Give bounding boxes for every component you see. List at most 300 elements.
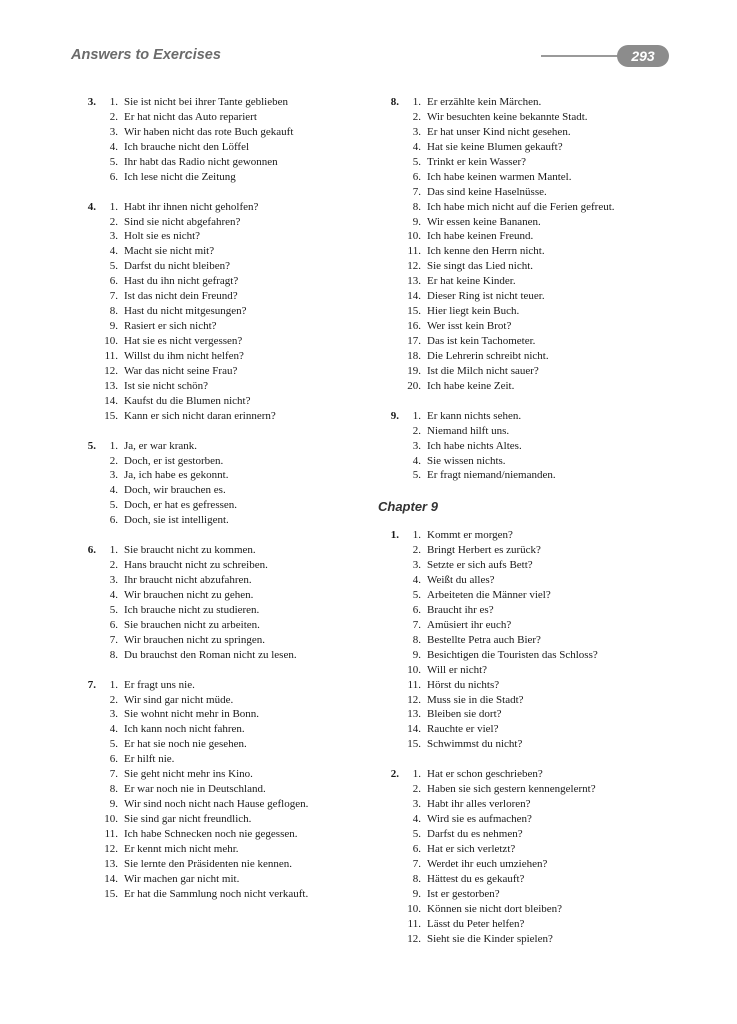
item-number: 4.	[109, 588, 118, 601]
item-text: Kann er sich nicht daran erinnern?	[124, 409, 276, 422]
exercise-block	[80, 678, 370, 902]
exercise-number: 4.	[87, 200, 96, 213]
answer-item	[80, 140, 370, 155]
item-text: Ich habe nichts Altes.	[427, 439, 522, 452]
exercise-number	[383, 140, 399, 155]
exercise-number	[383, 842, 399, 857]
item-text: Braucht ihr es?	[427, 603, 494, 616]
item-text: Ihr braucht nicht abzufahren.	[124, 574, 252, 586]
exercise-number	[383, 424, 399, 439]
item-text: Holt sie es nicht?	[124, 230, 201, 243]
exercise-number	[80, 513, 96, 528]
item-number: 7.	[412, 857, 421, 870]
item-text: Ihr habt das Radio nicht gewonnen	[124, 155, 278, 168]
answer-item	[80, 678, 370, 693]
item-number: 10.	[407, 663, 421, 676]
item-number: 2.	[109, 693, 118, 706]
running-header-title: Answers to Exercises	[71, 47, 221, 63]
item-number: 7.	[109, 768, 118, 781]
answer-item	[80, 857, 370, 872]
answer-item	[383, 707, 683, 722]
item-text: Ich habe Schnecken noch nie gegessen.	[124, 827, 298, 840]
item-text: Hörst du nichts?	[427, 678, 500, 691]
item-number: 10.	[104, 335, 118, 347]
exercise-number	[383, 812, 399, 827]
answer-item	[383, 274, 683, 289]
item-text: Weißt du alles?	[427, 574, 495, 587]
exercise-number	[80, 648, 96, 663]
item-number: 2.	[412, 544, 421, 557]
exercise-number	[383, 737, 399, 752]
right-column	[378, 95, 683, 961]
item-text: Amüsiert ihr euch?	[427, 618, 512, 631]
item-text: Ist das nicht dein Freund?	[124, 290, 238, 303]
exercise-number	[383, 902, 399, 917]
item-text: Wer isst kein Brot?	[427, 320, 512, 333]
item-text: Sie wissen nichts.	[427, 454, 506, 467]
item-number: 10.	[407, 230, 421, 243]
item-text: Hat er sich verletzt?	[427, 842, 516, 855]
exercise-number	[80, 334, 96, 349]
item-text: Sie wohnt nicht mehr in Bonn.	[124, 708, 260, 721]
item-number: 6.	[109, 170, 118, 183]
exercise-number	[383, 648, 399, 663]
item-number: 6.	[109, 514, 118, 527]
item-text: Wir haben nicht das rote Buch gekauft	[124, 125, 294, 138]
item-text: Ist er gestorben?	[427, 887, 500, 900]
item-text: Sie braucht nicht zu kommen.	[124, 544, 256, 557]
item-text: Wir brauchen nicht zu gehen.	[124, 588, 254, 601]
item-text: Hast du ihn nicht gefragt?	[124, 275, 239, 288]
item-number: 14.	[407, 723, 421, 736]
item-text: Will er nicht?	[427, 663, 488, 676]
item-number: 9.	[109, 798, 118, 811]
item-number: 1.	[412, 529, 421, 542]
answer-item	[80, 454, 370, 469]
item-number: 4.	[412, 574, 421, 587]
item-number: 9.	[109, 320, 118, 333]
item-number: 4.	[109, 245, 118, 258]
answer-item	[383, 304, 683, 319]
answer-item	[80, 125, 370, 140]
item-text: Habt ihr ihnen nicht geholfen?	[124, 200, 259, 213]
exercise-number	[383, 872, 399, 887]
item-text: Doch, sie ist intelligent.	[124, 514, 229, 527]
answer-item	[383, 454, 683, 469]
item-text: Schwimmst du nicht?	[427, 738, 523, 751]
exercise-number	[80, 483, 96, 498]
item-number: 8.	[412, 200, 421, 213]
item-number: 7.	[109, 633, 118, 646]
page-number-badge: 293	[617, 45, 669, 67]
item-text: Er hilft nie.	[124, 753, 175, 766]
item-number: 5.	[109, 499, 118, 512]
answer-item	[383, 558, 683, 573]
exercise-number	[383, 827, 399, 842]
item-text: Willst du ihm nicht helfen?	[124, 349, 244, 362]
item-text: Habt ihr alles verloren?	[427, 798, 531, 811]
answer-item	[383, 424, 683, 439]
answer-item	[80, 95, 370, 110]
exercise-number	[80, 155, 96, 170]
exercise-number	[383, 782, 399, 797]
item-text: Haben sie sich gestern kennengelernt?	[427, 783, 596, 796]
item-number: 12.	[407, 260, 421, 273]
item-text: Setzte er sich aufs Bett?	[427, 559, 533, 572]
item-number: 5.	[109, 155, 118, 168]
exercise-number	[80, 558, 96, 573]
item-number: 12.	[407, 932, 421, 945]
item-text: War das nicht seine Frau?	[124, 364, 238, 377]
exercise-number	[383, 573, 399, 588]
answer-item	[80, 364, 370, 379]
item-text: Können sie nicht dort bleiben?	[427, 902, 563, 915]
item-text: Ich habe mich nicht auf die Ferien gefreut.	[427, 200, 615, 213]
exercise-number	[383, 439, 399, 454]
answer-item	[383, 95, 683, 110]
item-text: Dieser Ring ist nicht teuer.	[427, 290, 545, 303]
exercise-number	[383, 155, 399, 170]
answer-item	[80, 648, 370, 663]
item-text: Ja, ich habe es gekonnt.	[124, 469, 229, 482]
exercise-block	[80, 200, 370, 424]
item-number: 2.	[109, 454, 118, 467]
answer-item	[383, 439, 683, 454]
answer-item	[80, 827, 370, 842]
item-number: 4.	[412, 813, 421, 826]
answer-item	[80, 304, 370, 319]
exercise-number	[383, 932, 399, 947]
answer-item	[383, 648, 683, 663]
answer-item	[80, 767, 370, 782]
answer-item	[383, 229, 683, 244]
exercise-number	[80, 394, 96, 409]
answer-item	[383, 693, 683, 708]
item-number: 11.	[104, 349, 118, 362]
exercise-number	[383, 693, 399, 708]
item-number: 13.	[104, 857, 118, 870]
answer-item	[383, 543, 683, 558]
exercise-block	[383, 767, 683, 946]
item-number: 2.	[109, 559, 118, 572]
answer-item	[383, 588, 683, 603]
exercise-number	[383, 289, 399, 304]
item-text: Lässt du Peter helfen?	[427, 917, 525, 930]
item-text: Wir sind noch nicht nach Hause geflogen.	[124, 798, 309, 811]
item-number: 3.	[412, 798, 421, 811]
item-number: 3.	[412, 125, 421, 138]
answer-item	[80, 110, 370, 125]
item-text: Bestellte Petra auch Bier?	[427, 633, 541, 646]
item-number: 13.	[104, 379, 118, 392]
header-rule	[541, 55, 621, 57]
item-text: Hat sie es nicht vergessen?	[124, 335, 243, 347]
item-number: 9.	[412, 215, 421, 228]
item-text: Wir besuchten keine bekannte Stadt.	[427, 110, 588, 123]
exercise-number	[383, 917, 399, 932]
exercise-number	[80, 125, 96, 140]
item-text: Hier liegt kein Buch.	[427, 305, 520, 318]
item-number: 1.	[109, 544, 118, 557]
answer-item	[80, 872, 370, 887]
item-number: 3.	[109, 469, 118, 482]
item-number: 3.	[109, 574, 118, 586]
answer-item	[383, 842, 683, 857]
exercise-number	[80, 767, 96, 782]
answer-item	[383, 259, 683, 274]
item-number: 7.	[109, 290, 118, 303]
exercise-number: 3.	[87, 96, 96, 108]
exercise-number	[383, 259, 399, 274]
item-number: 7.	[412, 618, 421, 631]
exercise-number	[80, 857, 96, 872]
item-text: Wir sind gar nicht müde.	[124, 693, 234, 706]
exercise-number: 5.	[87, 439, 96, 452]
answer-item	[383, 618, 683, 633]
right-column-exercises	[383, 95, 683, 483]
item-text: Wir brauchen nicht zu springen.	[124, 633, 265, 646]
answer-item	[383, 468, 683, 483]
item-number: 14.	[104, 394, 118, 407]
item-text: Wird sie es aufmachen?	[427, 813, 532, 826]
exercise-number	[80, 827, 96, 842]
item-text: Sind sie nicht abgefahren?	[124, 215, 241, 228]
item-text: Ich brauche nicht den Löffel	[124, 140, 250, 153]
answer-item	[383, 722, 683, 737]
item-number: 6.	[109, 618, 118, 631]
exercise-block	[383, 409, 683, 484]
item-text: Bringt Herbert es zurück?	[427, 544, 541, 557]
exercise-number	[383, 200, 399, 215]
answer-item	[80, 842, 370, 857]
answer-item	[383, 782, 683, 797]
item-number: 1.	[109, 678, 118, 691]
answer-item	[383, 125, 683, 140]
item-number: 15.	[104, 409, 118, 422]
item-text: Hat er schon geschrieben?	[427, 768, 543, 781]
item-text: Ja, er war krank.	[124, 439, 197, 452]
item-number: 1.	[109, 96, 118, 108]
exercise-number	[80, 244, 96, 259]
exercise-number: 2.	[390, 768, 399, 781]
item-number: 10.	[104, 813, 118, 825]
answer-item	[383, 663, 683, 678]
item-number: 17.	[407, 335, 421, 347]
answer-item	[383, 319, 683, 334]
item-text: Du brauchst den Roman nicht zu lesen.	[124, 648, 297, 661]
answer-item	[80, 513, 370, 528]
exercise-number	[383, 633, 399, 648]
exercise-number	[80, 140, 96, 155]
item-number: 9.	[412, 887, 421, 900]
answer-item	[383, 334, 683, 349]
answer-item	[80, 468, 370, 483]
exercise-number	[80, 842, 96, 857]
answer-item	[80, 752, 370, 767]
item-text: Macht sie nicht mit?	[124, 245, 215, 258]
item-text: Darfst du es nehmen?	[427, 827, 523, 840]
exercise-number	[80, 693, 96, 708]
item-number: 4.	[412, 454, 421, 467]
item-number: 8.	[109, 305, 118, 318]
item-number: 14.	[407, 290, 421, 303]
exercise-block	[80, 439, 370, 529]
item-text: Muss sie in die Stadt?	[427, 693, 524, 706]
answer-item	[80, 812, 370, 827]
exercise-number	[80, 304, 96, 319]
exercise-number	[80, 633, 96, 648]
exercise-number	[383, 588, 399, 603]
item-number: 5.	[412, 588, 421, 601]
answer-item	[383, 289, 683, 304]
answer-item	[383, 887, 683, 902]
item-text: Sieht sie die Kinder spielen?	[427, 932, 553, 945]
exercise-number	[80, 707, 96, 722]
answer-item	[80, 558, 370, 573]
item-text: Doch, er ist gestorben.	[124, 454, 224, 467]
item-number: 1.	[412, 96, 421, 108]
exercise-number	[383, 304, 399, 319]
item-text: Ist die Milch nicht sauer?	[427, 364, 539, 377]
exercise-number	[383, 349, 399, 364]
item-text: Hans braucht nicht zu schreiben.	[124, 559, 268, 572]
answer-item	[80, 707, 370, 722]
item-number: 19.	[407, 364, 421, 377]
answer-item	[383, 767, 683, 782]
answer-item	[383, 379, 683, 394]
item-number: 3.	[109, 125, 118, 138]
item-text: Ich brauche nicht zu studieren.	[124, 603, 260, 616]
item-text: Hast du nicht mitgesungen?	[124, 305, 247, 318]
item-number: 6.	[412, 603, 421, 616]
item-text: Er fragt niemand/niemanden.	[427, 469, 556, 482]
answer-item	[80, 573, 370, 588]
item-text: Er hat sie noch nie gesehen.	[124, 738, 247, 751]
item-number: 13.	[407, 708, 421, 721]
exercise-number	[80, 812, 96, 827]
item-number: 2.	[412, 110, 421, 123]
item-text: Ich kenne den Herrn nicht.	[427, 245, 545, 258]
item-number: 2.	[109, 110, 118, 123]
item-text: Bleiben sie dort?	[427, 708, 502, 721]
exercise-number: 8.	[390, 96, 399, 108]
chapter-exercises	[383, 528, 683, 946]
exercise-number	[383, 364, 399, 379]
item-number: 11.	[407, 245, 421, 258]
answer-item	[80, 319, 370, 334]
answer-item	[80, 229, 370, 244]
answer-item	[80, 409, 370, 424]
answer-item	[80, 543, 370, 558]
exercise-number	[383, 678, 399, 693]
answer-item	[80, 215, 370, 230]
exercise-number: 9.	[390, 409, 399, 422]
item-number: 8.	[412, 633, 421, 646]
exercise-number	[383, 797, 399, 812]
item-number: 6.	[412, 170, 421, 183]
answer-item	[383, 872, 683, 887]
item-text: Sie singt das Lied nicht.	[427, 260, 534, 273]
exercise-number	[383, 125, 399, 140]
item-text: Sie ist nicht bei ihrer Tante geblieben	[124, 96, 288, 108]
exercise-number	[80, 737, 96, 752]
exercise-number	[80, 110, 96, 125]
answer-item	[383, 170, 683, 185]
item-text: Er hat keine Kinder.	[427, 275, 516, 288]
item-number: 3.	[109, 708, 118, 721]
exercise-number	[383, 663, 399, 678]
exercise-number	[80, 289, 96, 304]
item-text: Er hat unser Kind nicht gesehen.	[427, 125, 571, 138]
item-number: 5.	[412, 155, 421, 168]
exercise-number	[80, 887, 96, 902]
item-number: 6.	[109, 753, 118, 766]
answer-item	[383, 110, 683, 125]
item-text: Ich lese nicht die Zeitung	[124, 170, 236, 183]
item-text: Er hat die Sammlung noch nicht verkauft.	[124, 887, 309, 900]
item-text: Kaufst du die Blumen nicht?	[124, 394, 251, 407]
item-number: 1.	[412, 409, 421, 422]
chapter-heading: Chapter 9	[378, 499, 438, 515]
item-text: Die Lehrerin schreibt nicht.	[427, 349, 549, 362]
item-text: Sie lernte den Präsidenten nie kennen.	[124, 857, 293, 870]
answer-item	[80, 394, 370, 409]
item-text: Sie brauchen nicht zu arbeiten.	[124, 618, 260, 631]
item-number: 10.	[407, 902, 421, 915]
answer-item	[383, 215, 683, 230]
exercise-number	[383, 170, 399, 185]
item-number: 7.	[412, 185, 421, 198]
item-number: 8.	[412, 872, 421, 885]
answer-item	[80, 155, 370, 170]
exercise-number	[383, 454, 399, 469]
exercise-block	[80, 95, 370, 185]
answer-item	[383, 185, 683, 200]
item-text: Rauchte er viel?	[427, 723, 499, 736]
answer-item	[383, 244, 683, 259]
item-number: 1.	[109, 200, 118, 213]
exercise-number	[383, 244, 399, 259]
exercise-number	[80, 409, 96, 424]
exercise-number	[383, 857, 399, 872]
exercise-number	[80, 573, 96, 588]
exercise-number	[80, 722, 96, 737]
answer-item	[383, 812, 683, 827]
answer-item	[383, 827, 683, 842]
answer-item	[80, 334, 370, 349]
item-text: Er erzählte kein Märchen.	[427, 96, 542, 108]
item-text: Das sind keine Haselnüsse.	[427, 185, 547, 198]
item-number: 12.	[407, 693, 421, 706]
item-text: Werdet ihr euch umziehen?	[427, 857, 548, 870]
item-text: Sie sind gar nicht freundlich.	[124, 813, 252, 825]
exercise-number	[383, 722, 399, 737]
item-number: 15.	[104, 887, 118, 900]
exercise-number	[383, 603, 399, 618]
item-number: 15.	[407, 305, 421, 318]
exercise-number	[80, 454, 96, 469]
answer-item	[80, 618, 370, 633]
answer-item	[80, 797, 370, 812]
answer-item	[383, 737, 683, 752]
answer-item	[383, 349, 683, 364]
exercise-number	[383, 887, 399, 902]
exercise-number	[80, 588, 96, 603]
item-text: Rasiert er sich nicht?	[124, 320, 217, 333]
item-text: Ich habe keine Zeit.	[427, 379, 515, 392]
answer-item	[383, 902, 683, 917]
item-number: 1.	[412, 768, 421, 781]
